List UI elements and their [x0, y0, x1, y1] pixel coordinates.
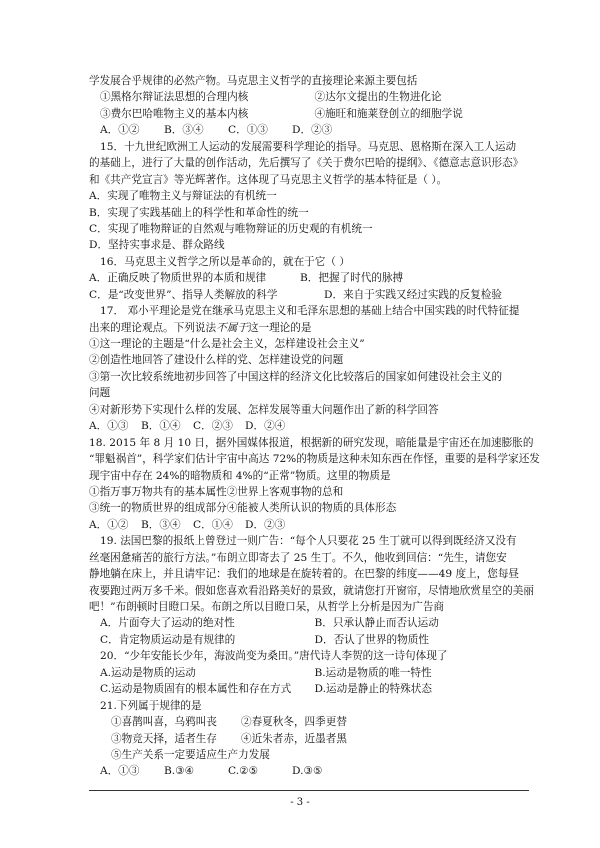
text-line: 学发展合乎规律的必然产物。马克思主义哲学的直接理论来源主要包括	[89, 75, 418, 87]
option-D: D.运动是静止的特殊状态	[314, 683, 432, 696]
options-row	[89, 681, 529, 697]
option-B: B．实现了实践基础上的科学性和革命性的统一	[89, 206, 309, 219]
option-B: B．把握了时代的脉搏	[300, 272, 404, 285]
option-item: ①黑格尔辩证法思想的合理内核	[100, 91, 249, 104]
option-C: C．实现了唯物辩证的自然观与唯物辩证的历史观的有机统一	[89, 222, 373, 235]
document-body	[89, 73, 540, 780]
option-C: C．肯定物质运动是有规律的	[100, 633, 236, 646]
text-line: “罪魁祸首”，科学家们估计宇宙中高达 72%的物质是这种未知东西在作怪，重要的是科学家还发	[89, 453, 540, 466]
statement-5: ⑤生产关系一定要适应生产力发展	[111, 748, 270, 761]
answer-choices	[89, 763, 529, 779]
option-A: A．实现了唯物主义与辩证法的有机统一	[89, 190, 277, 203]
statement-4: ④对新形势下实现什么样的发展、怎样发展等重大问题作出了新的科学回答	[89, 403, 439, 416]
options-row	[89, 287, 529, 303]
choice: C．②③	[193, 420, 233, 433]
option-C: C．是“改变世界”、指导人类解放的科学	[89, 288, 278, 301]
options-row	[89, 714, 529, 730]
choice: A．①③	[89, 420, 129, 433]
option-A: A．正确反映了物质世界的本质和规律	[89, 272, 267, 285]
option-A: A.运动是物质的运动	[100, 666, 196, 679]
text-line: 夜要跑过两万多千米。假如您喜欢看沿路美好的景致，就请您打开窗帘，尽情地欣赏星空的美丽	[89, 584, 534, 597]
option-C: C.运动是物质固有的根本属性和存在方式	[100, 683, 292, 696]
choice: C．①④	[193, 518, 233, 531]
option-item: ④施旺和施莱登创立的细胞学说	[314, 107, 463, 120]
options-row	[89, 615, 529, 631]
answer-choices	[89, 517, 529, 533]
option-item: ②达尔文提出的生物进化论	[314, 91, 442, 104]
text-fragment: 出来的理论观点。下列说法	[89, 321, 217, 334]
page-number: - 3 -	[290, 797, 310, 808]
option-A: A．片面夸大了运动的绝对性	[100, 617, 235, 630]
statement-3: ③物竞天择，适者生存	[111, 732, 217, 745]
question-21: 21.下列属于规律的是	[100, 699, 202, 712]
text-line: 静地躺在床上，并且请牢记：我们的地球是在旋转着的。在巴黎的纬度——49 度上，您每昼	[89, 568, 520, 581]
question-15: 15．十九世纪欧洲工人运动的发展需要科学理论的指导。马克思、恩格斯在深入工人运动	[100, 140, 517, 153]
options-row	[89, 89, 529, 105]
text-line: 丝毫困惫痛苦的旅行方法。”布朗立即寄去了 25 生丁。不久，他收到回信：“先生，请您安	[89, 551, 507, 564]
choice: D．②④	[245, 420, 286, 433]
choice: D．②③	[245, 518, 286, 531]
text-line: 和《共产党宣言》等光辉著作。这体现了马克思主义哲学的基本特征是（ ）。	[89, 173, 448, 186]
option-B: B.运动是物质的唯一特性	[314, 666, 432, 679]
statement-3: ③第一次比较系统地初步回答了中国这样的经济文化比较落后的国家如何建设社会主义的	[89, 370, 503, 383]
statement-1: ①这一理论的主题是“什么是社会主义，怎样建设社会主义”	[89, 338, 365, 350]
text-line	[89, 320, 529, 336]
question-17: 17． 邓小平理论是党在继承马克思主义和毛泽东思想的基础上结合中国实践的时代特征提	[100, 305, 520, 318]
option-D: D．来自于实践又经过实践的反复检验	[324, 288, 502, 301]
answer-choices	[89, 418, 529, 434]
choice: B.③④	[164, 765, 195, 778]
text-line: 问题	[89, 387, 111, 400]
options-row	[89, 731, 529, 747]
statement-4: ④近朱者赤，近墨者黑	[241, 732, 347, 745]
option-D: D．坚持实事求是、群众路线	[89, 239, 225, 252]
choice: B．③④	[164, 124, 204, 137]
option-D: D．否认了世界的物质性	[314, 633, 429, 646]
answer-choices	[89, 122, 529, 138]
statement-row: ①指万事万物共有的基本属性②世界上客观事物的总和	[89, 485, 344, 498]
options-row	[89, 106, 529, 122]
statement-1: ①喜鹊叫喜，乌鸦叫丧	[111, 716, 217, 729]
statement-2: ②创造性地回答了建设什么样的党、怎样建设党的问题	[89, 354, 344, 367]
text-fragment: 这一理论的是	[247, 321, 312, 334]
choice: A．①②	[100, 124, 140, 137]
statement-2: ②春夏秋冬，四季更替	[241, 716, 347, 729]
choice: A．①②	[89, 518, 129, 531]
text-line: 的基础上，进行了大量的创作活动，先后撰写了《关于费尔巴哈的提纲》、《德意志意识形态》	[89, 157, 524, 170]
question-16: 16．马克思主义哲学之所以是革命的，就在于它（ ）	[100, 255, 350, 268]
choice: B．③④	[141, 518, 181, 531]
options-row	[89, 632, 529, 648]
question-19: 19. 法国巴黎的报纸上曾登过一则广告：“每个人只要花 25 生丁就可以得到既经济又没有	[100, 535, 517, 548]
question-18: 18. 2015 年 8 月 10 日，据外国媒体报道，根据新的研究发现，暗能量是宇宙还在加速膨胀的	[89, 436, 534, 449]
question-20: 20．“少年安能长少年，海波尚变为桑田。”唐代诗人李贺的这一诗句体现了	[100, 650, 448, 663]
choice: C．①③	[228, 124, 268, 137]
statement-row: ③统一的物质世界的组成部分④能被人类所认识的物质的具体形态	[89, 502, 397, 515]
choice: D.③⑤	[292, 765, 323, 778]
emphasis-text: 不属于	[216, 321, 248, 334]
text-line: 吧！”布朗顿时目瞪口呆。布朗之所以目瞪口呆，从哲学上分析是因为广告商	[89, 601, 445, 613]
choice: B．①④	[141, 420, 181, 433]
option-B: B．只承认静止而否认运动	[314, 617, 439, 630]
footer-divider	[89, 790, 529, 791]
options-row	[89, 270, 529, 286]
choice: A．①③	[100, 765, 140, 778]
text-line: 现宇宙中存在 24%的暗物质和 4%的“正常”物质。这里的物质是	[89, 469, 391, 482]
choice: C.②⑤	[228, 765, 259, 778]
option-item: ③费尔巴哈唯物主义的基本内核	[100, 107, 249, 120]
options-row	[89, 665, 529, 681]
choice: D．②③	[292, 124, 333, 137]
